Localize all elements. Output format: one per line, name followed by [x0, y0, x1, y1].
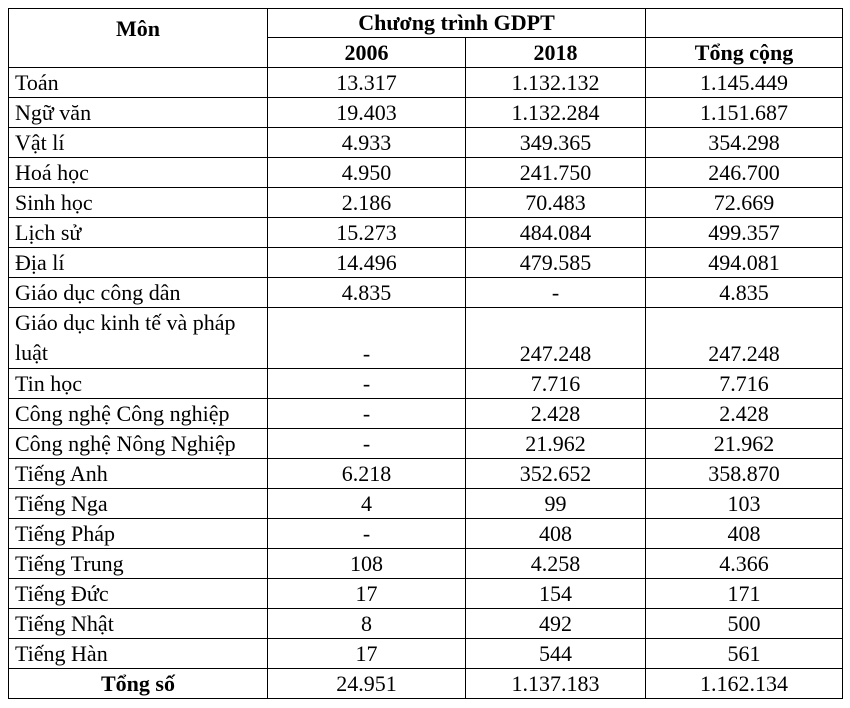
subject-cell: Địa lí: [9, 248, 268, 278]
value-2006: -: [268, 369, 466, 399]
value-2018: 479.585: [466, 248, 646, 278]
value-2006: -: [268, 308, 466, 369]
value-total: 408: [646, 519, 843, 549]
value-total: 4.366: [646, 549, 843, 579]
subject-cell: Tiếng Hàn: [9, 639, 268, 669]
value-2006: 6.218: [268, 459, 466, 489]
value-2006: 4.835: [268, 278, 466, 308]
value-total: 171: [646, 579, 843, 609]
subject-cell: Ngữ văn: [9, 98, 268, 128]
exam-statistics-table: [8, 8, 843, 699]
table-row: [9, 399, 843, 429]
table-row: [9, 278, 843, 308]
value-2006: 4: [268, 489, 466, 519]
table-body: [9, 68, 843, 669]
value-2018: 484.084: [466, 218, 646, 248]
subject-cell: Tiếng Nga: [9, 489, 268, 519]
table-row: [9, 188, 843, 218]
value-total: 4.835: [646, 278, 843, 308]
total-2018: 1.137.183: [466, 669, 646, 699]
value-2006: 15.273: [268, 218, 466, 248]
value-2018: 99: [466, 489, 646, 519]
table-row: [9, 489, 843, 519]
value-total: 494.081: [646, 248, 843, 278]
subject-cell: Công nghệ Nông Nghiệp: [9, 429, 268, 459]
value-total: 247.248: [646, 308, 843, 369]
subject-cell: Tiếng Anh: [9, 459, 268, 489]
subject-cell: Tiếng Pháp: [9, 519, 268, 549]
value-2006: 2.186: [268, 188, 466, 218]
value-total: 7.716: [646, 369, 843, 399]
value-2018: 1.132.284: [466, 98, 646, 128]
table-row: [9, 218, 843, 248]
value-2006: -: [268, 519, 466, 549]
value-total: 72.669: [646, 188, 843, 218]
subject-cell: Giáo dục công dân: [9, 278, 268, 308]
value-2006: 17: [268, 639, 466, 669]
value-total: 561: [646, 639, 843, 669]
table-row: [9, 579, 843, 609]
value-2018: 21.962: [466, 429, 646, 459]
value-2018: -: [466, 278, 646, 308]
subject-cell: Vật lí: [9, 128, 268, 158]
value-2018: 352.652: [466, 459, 646, 489]
value-2018: 492: [466, 609, 646, 639]
value-total: 2.428: [646, 399, 843, 429]
table-row: [9, 308, 843, 369]
value-total: 1.151.687: [646, 98, 843, 128]
value-total: 103: [646, 489, 843, 519]
table-row: [9, 128, 843, 158]
subject-cell: Hoá học: [9, 158, 268, 188]
subject-cell: Tiếng Trung: [9, 549, 268, 579]
table-row: [9, 68, 843, 98]
table-row: [9, 459, 843, 489]
value-2006: 4.933: [268, 128, 466, 158]
value-2006: 108: [268, 549, 466, 579]
subject-cell: Tiếng Nhật: [9, 609, 268, 639]
value-2018: 241.750: [466, 158, 646, 188]
table-row: [9, 369, 843, 399]
value-2018: 7.716: [466, 369, 646, 399]
value-2018: 4.258: [466, 549, 646, 579]
header-blank: [646, 9, 843, 38]
value-total: 499.357: [646, 218, 843, 248]
value-2006: -: [268, 399, 466, 429]
subject-cell: Toán: [9, 68, 268, 98]
table-row: [9, 248, 843, 278]
value-2018: 247.248: [466, 308, 646, 369]
value-total: 500: [646, 609, 843, 639]
subject-cell: Tiếng Đức: [9, 579, 268, 609]
total-label: Tổng số: [9, 669, 268, 699]
total-row: [9, 669, 843, 699]
value-2006: 8: [268, 609, 466, 639]
subject-cell: Sinh học: [9, 188, 268, 218]
value-2006: 17: [268, 579, 466, 609]
total-2006: 24.951: [268, 669, 466, 699]
header-subject: Môn: [9, 9, 268, 68]
table-row: [9, 609, 843, 639]
value-total: 358.870: [646, 459, 843, 489]
value-2018: 2.428: [466, 399, 646, 429]
value-total: 1.145.449: [646, 68, 843, 98]
value-2018: 70.483: [466, 188, 646, 218]
value-2006: 4.950: [268, 158, 466, 188]
table-row: [9, 429, 843, 459]
value-2018: 349.365: [466, 128, 646, 158]
value-2006: 19.403: [268, 98, 466, 128]
value-total: 21.962: [646, 429, 843, 459]
subject-cell: Lịch sử: [9, 218, 268, 248]
value-2018: 408: [466, 519, 646, 549]
value-2018: 1.132.132: [466, 68, 646, 98]
value-2006: 14.496: [268, 248, 466, 278]
header-total: Tổng cộng: [646, 38, 843, 68]
value-2006: -: [268, 429, 466, 459]
total-sum: 1.162.134: [646, 669, 843, 699]
table-row: [9, 519, 843, 549]
value-2018: 154: [466, 579, 646, 609]
subject-cell: Giáo dục kinh tế và pháp luật: [9, 308, 268, 369]
value-2018: 544: [466, 639, 646, 669]
table-row: [9, 158, 843, 188]
header-2018: 2018: [466, 38, 646, 68]
header-program: Chương trình GDPT: [268, 9, 646, 38]
subject-cell: Tin học: [9, 369, 268, 399]
subject-cell: Công nghệ Công nghiệp: [9, 399, 268, 429]
value-2006: 13.317: [268, 68, 466, 98]
table-row: [9, 639, 843, 669]
value-total: 246.700: [646, 158, 843, 188]
table-row: [9, 549, 843, 579]
table-row: [9, 98, 843, 128]
value-total: 354.298: [646, 128, 843, 158]
header-2006: 2006: [268, 38, 466, 68]
